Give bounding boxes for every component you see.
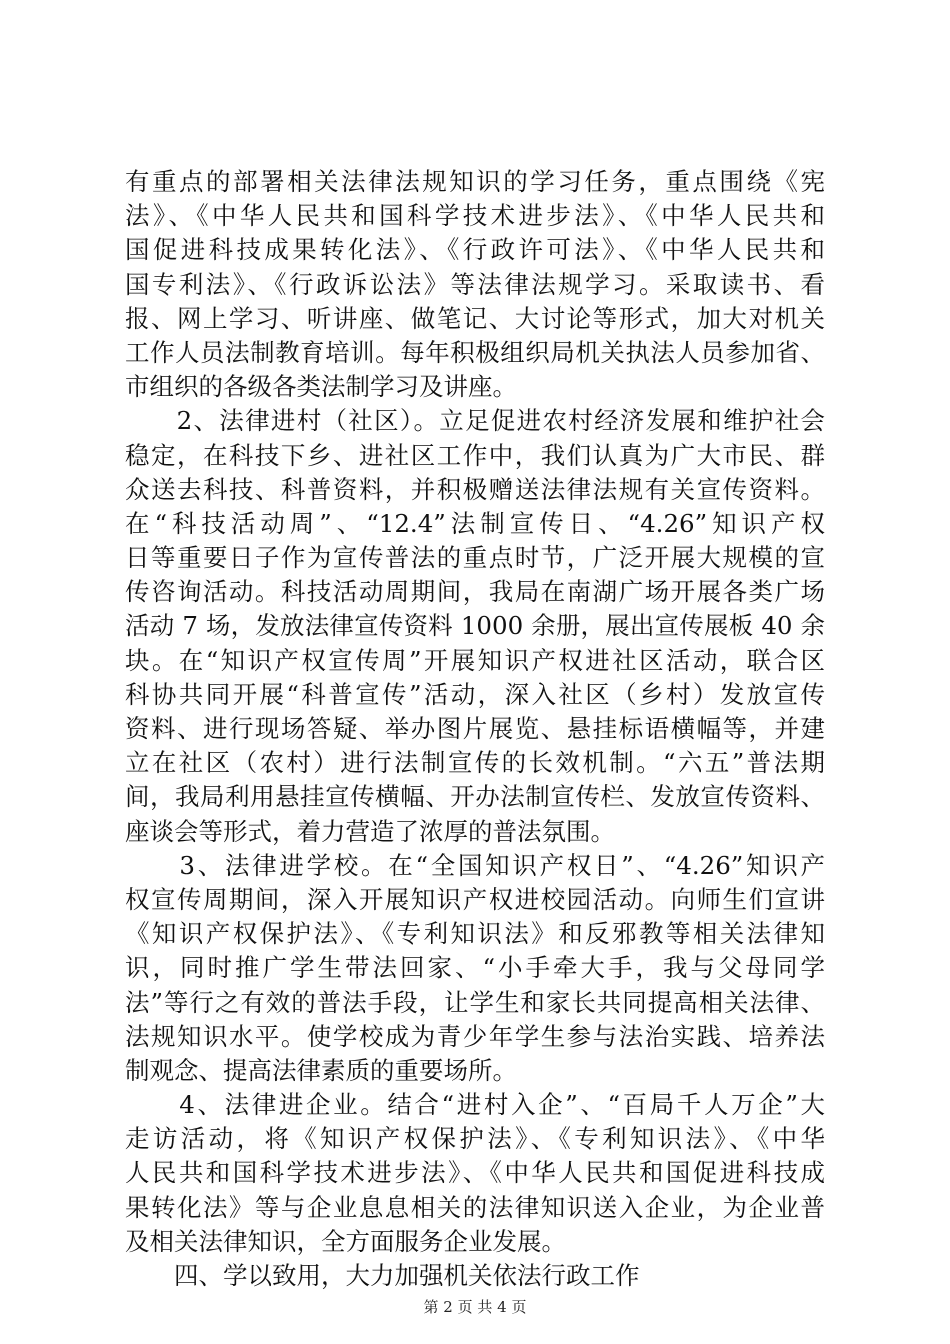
text-line: 市组织的各级各类法制学习及讲座。 bbox=[125, 372, 517, 402]
text-line: 法规知识水平。使学校成为青少年学生参与法治实践、培养法 bbox=[125, 1021, 825, 1051]
text-line: 稳定，在科技下乡、进社区工作中，我们认真为广大市民、群 bbox=[125, 440, 825, 470]
text-line: 传咨询活动。科技活动周期间，我局在南湖广场开展各类广场 bbox=[125, 577, 825, 607]
text-line: 座谈会等形式，着力营造了浓厚的普法氛围。 bbox=[125, 816, 615, 846]
text-line: 科协共同开展“科普宣传”活动，深入社区（乡村）发放宣传 bbox=[125, 679, 825, 709]
text-line: 权宣传周期间，深入开展知识产权进校园活动。向师生们宣讲 bbox=[125, 884, 825, 914]
text-line: 在“科技活动周”、“12.4”法制宣传日、“4.26”知识产权 bbox=[125, 508, 825, 538]
text-line: 及相关法律知识，全方面服务企业发展。 bbox=[125, 1226, 566, 1256]
text-line: 《知识产权保护法》、《专利知识法》和反邪教等相关法律知 bbox=[125, 919, 825, 949]
text-line: 众送去科技、科普资料，并积极赠送法律法规有关宣传资料。 bbox=[125, 474, 825, 504]
text-line: 走访活动，将《知识产权保护法》、《专利知识法》、《中华 bbox=[125, 1124, 825, 1154]
text-line: 法》、《中华人民共和国科学技术进步法》、《中华人民共和 bbox=[125, 201, 825, 231]
page-footer: 第 2 页 共 4 页 bbox=[423, 1298, 527, 1316]
text-line: 资料、进行现场答疑、举办图片展览、悬挂标语横幅等，并建 bbox=[125, 714, 825, 743]
text-line: 块。在“知识产权宣传周”开展知识产权进社区活动，联合区 bbox=[125, 645, 825, 675]
text-line: 活动 7 场，发放法律宣传资料 1000 余册，展出宣传展板 40 余 bbox=[125, 611, 825, 641]
text-line: 法”等行之有效的普法手段，让学生和家长共同提高相关法律、 bbox=[125, 987, 825, 1017]
text-line: 国专利法》、《行政诉讼法》等法律法规学习。采取读书、看 bbox=[125, 269, 825, 299]
text-line: 立在社区（农村）进行法制宣传的长效机制。“六五”普法期 bbox=[125, 748, 825, 778]
document-body bbox=[125, 165, 825, 1293]
text-line: 报、网上学习、听讲座、做笔记、大讨论等形式，加大对机关 bbox=[125, 303, 825, 333]
text-line: 果转化法》等与企业息息相关的法律知识送入企业，为企业普 bbox=[125, 1192, 825, 1222]
text-line: 2、法律进村（社区）。立足促进农村经济发展和维护社会 bbox=[125, 406, 825, 436]
text-line: 4、法律进企业。结合“进村入企”、“百局千人万企”大 bbox=[125, 1090, 825, 1120]
text-line: 日等重要日子作为宣传普法的重点时节，广泛开展大规模的宣 bbox=[125, 543, 825, 573]
text-line: 四、学以致用，大力加强机关依法行政工作 bbox=[125, 1261, 640, 1290]
text-line: 国促进科技成果转化法》、《行政许可法》、《中华人民共和 bbox=[125, 235, 825, 265]
text-line: 3、法律进学校。在“全国知识产权日”、“4.26”知识产 bbox=[125, 850, 825, 880]
text-line: 制观念、提高法律素质的重要场所。 bbox=[125, 1055, 517, 1085]
text-line: 间，我局利用悬挂宣传横幅、开办法制宣传栏、发放宣传资料、 bbox=[125, 782, 825, 812]
text-line: 有重点的部署相关法律法规知识的学习任务，重点围绕《宪 bbox=[125, 167, 825, 196]
text-line: 识，同时推广学生带法回家、“小手牵大手，我与父母同学 bbox=[125, 953, 825, 983]
text-line: 人民共和国科学技术进步法》、《中华人民共和国促进科技成 bbox=[125, 1158, 825, 1188]
text-line: 工作人员法制教育培训。每年积极组织局机关执法人员参加省、 bbox=[125, 337, 825, 367]
